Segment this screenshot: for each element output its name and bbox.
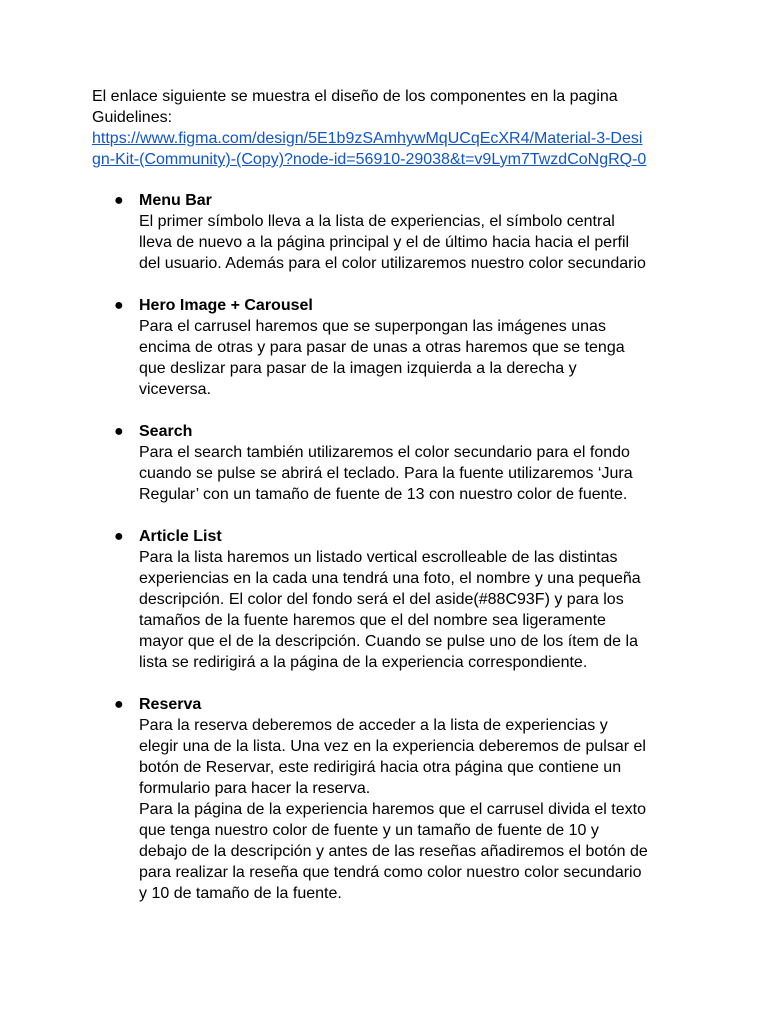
intro-text-line: Guidelines:	[92, 109, 173, 126]
section-text-line: lista se redirigirá a la página de la experiencia correspondiente.	[139, 654, 588, 671]
section-text-line: descripción. El color del fondo será el del aside(#88C93F) y para los	[139, 591, 624, 608]
intro-text-line: El enlace siguiente se muestra el diseño de los componentes en la pagina	[92, 88, 618, 105]
section-text-line: elegir una de la lista. Una vez en la experiencia deberemos de pulsar el	[139, 738, 646, 755]
section-text-line: lleva de nuevo a la página principal y el de último hacia hacia el perfil	[139, 234, 630, 251]
section-title: Search	[139, 423, 193, 440]
section-article-list	[92, 526, 692, 673]
section-text-line: tamaños de la fuente haremos que el del nombre sea ligeramente	[139, 612, 606, 629]
section-text-line: y 10 de tamaño de la fuente.	[139, 885, 342, 902]
section-title: Hero Image + Carousel	[139, 297, 313, 314]
section-title: Reserva	[139, 696, 202, 713]
section-text-line: Para el search también utilizaremos el color secundario para el fondo	[139, 444, 630, 461]
section-text-line: experiencias en la cada una tendrá una foto, el nombre y una pequeña	[139, 570, 641, 587]
figma-link-line[interactable]: gn-Kit-(Community)-(Copy)?node-id=56910-29038&t=v9Lym7TwzdCoNgRQ-0	[92, 151, 647, 168]
section-title: Menu Bar	[139, 192, 212, 209]
section-text-line: botón de Reservar, este redirigirá hacia otra página que contiene un	[139, 759, 622, 776]
section-text-line: Para la lista haremos un listado vertical escrolleable de las distintas	[139, 549, 618, 566]
bullet-icon: ●	[114, 528, 124, 545]
bullet-icon: ●	[114, 192, 124, 209]
bullet-icon: ●	[114, 696, 124, 713]
section-text-line: El primer símbolo lleva a la lista de experiencias, el símbolo central	[139, 213, 615, 230]
bullet-icon: ●	[114, 297, 124, 314]
section-search	[92, 421, 692, 505]
section-text-line: Para el carrusel haremos que se superpongan las imágenes unas	[139, 318, 606, 335]
section-text-line: del usuario. Además para el color utilizaremos nuestro color secundario	[139, 255, 646, 272]
figma-link-line[interactable]: https://www.figma.com/design/5E1b9zSAmhywMqUCqEcXR4/Material-3-Desi	[92, 130, 643, 147]
section-text-line: cuando se pulse se abrirá el teclado. Para la fuente utilizaremos ‘Jura	[139, 465, 633, 482]
section-text-line: para realizar la reseña que tendrá como color nuestro color secundario	[139, 864, 642, 881]
section-text-line: que deslizar para pasar de la imagen izquierda a la derecha y	[139, 360, 577, 377]
section-text-line: viceversa.	[139, 381, 212, 398]
section-text-line: que tenga nuestro color de fuente y un tamaño de fuente de 10 y	[139, 822, 599, 839]
section-text-line: Para la página de la experiencia haremos que el carrusel divida el texto	[139, 801, 646, 818]
bullet-icon: ●	[114, 423, 124, 440]
section-text-line: formulario para hacer la reserva.	[139, 780, 371, 797]
section-reserva	[92, 694, 692, 904]
section-text-line: mayor que el de la descripción. Cuando se pulse uno de los ítem de la	[139, 633, 638, 650]
document-page	[92, 86, 692, 925]
section-text-line: encima de otras y para pasar de unas a otras haremos que se tenga	[139, 339, 625, 356]
intro-paragraph	[92, 86, 692, 170]
section-title: Article List	[139, 528, 222, 545]
section-hero-carousel	[92, 295, 692, 400]
section-text-line: debajo de la descripción y antes de las reseñas añadiremos el botón de	[139, 843, 648, 860]
section-text-line: Para la reserva deberemos de acceder a la lista de experiencias y	[139, 717, 608, 734]
section-text-line: Regular’ con un tamaño de fuente de 13 con nuestro color de fuente.	[139, 486, 628, 503]
section-menu-bar	[92, 190, 692, 274]
